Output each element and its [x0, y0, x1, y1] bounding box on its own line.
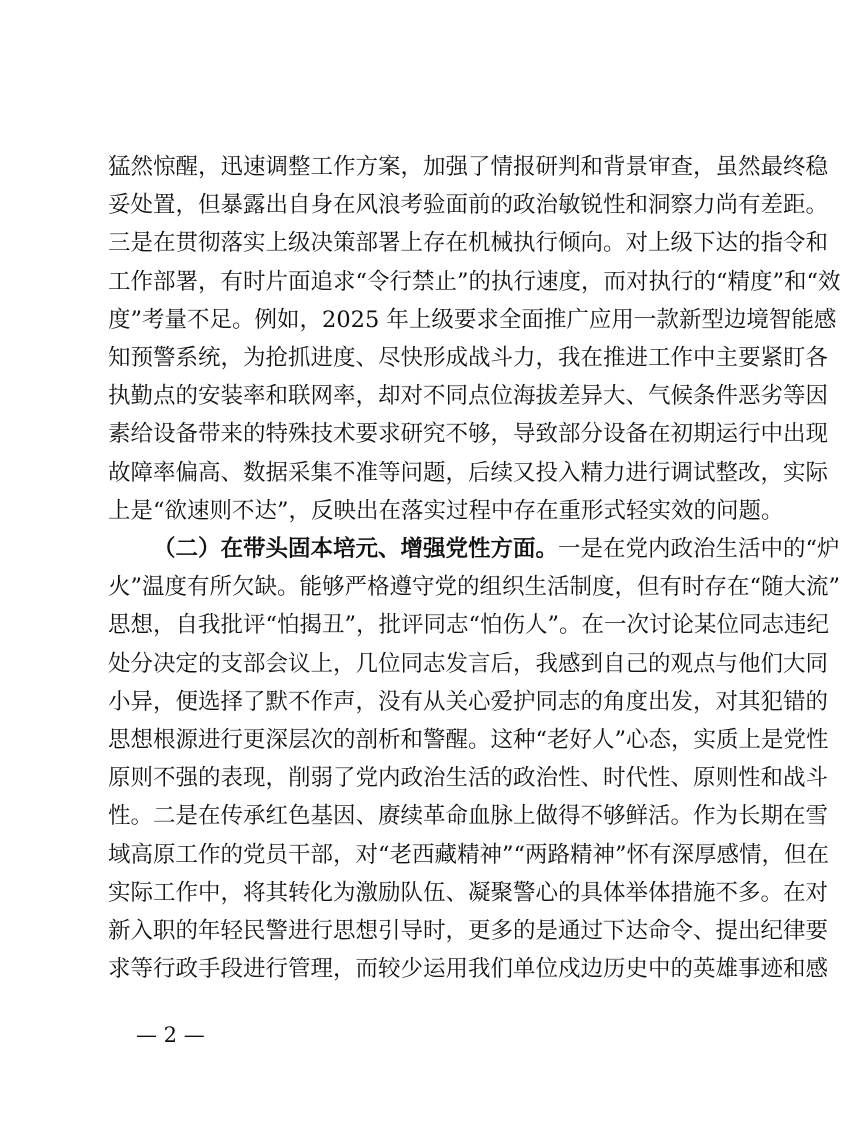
section-heading-rest: 一是在党内政治生活中的“炉 [558, 536, 840, 562]
text-line: 性。二是在传承红色基因、赓续革命血脉上做得不够鲜活。作为长期在雪 [108, 803, 829, 830]
text-line: 小异，便选择了默不作声，没有从关心爱护同志的角度出发，对其犯错的 [108, 688, 829, 715]
text-line: 素给设备带来的特殊技术要求研究不够，导致部分设备在初期运行中出现 [108, 421, 829, 448]
text-line: 思想根源进行更深层次的剖析和警醒。这种“老好人”心态，实质上是党性 [108, 727, 829, 753]
text-line: 处分决定的支部会议上，几位同志发言后，我感到自己的观点与他们大同 [108, 650, 829, 677]
text-line: 实际工作中，将其转化为激励队伍、凝聚警心的具体举体措施不多。在对 [108, 879, 829, 906]
text-line: 妥处置，但暴露出自身在风浪考验面前的政治敏锐性和洞察力尚有差距。 [108, 192, 829, 219]
text-line: 火”温度有所欠缺。能够严格遵守党的组织生活制度，但有时存在“随大流” [108, 574, 841, 601]
text-line: 猛然惊醒，迅速调整工作方案，加强了情报研判和背景审查，虽然最终稳 [108, 154, 829, 180]
text-line: 工作部署，有时片面追求“令行禁止”的执行速度，而对执行的“精度”和“效 [108, 268, 841, 295]
text-line: 执勤点的安装率和联网率，却对不同点位海拔差异大、气候条件恶劣等因 [108, 383, 829, 410]
text-line: 上是“欲速则不达”，反映出在落实过程中存在重形式轻实效的问题。 [108, 497, 784, 524]
text-line: 域高原工作的党员干部，对“老西藏精神”“两路精神”怀有深厚感情，但在 [108, 841, 830, 868]
text-line: 三是在贯彻落实上级决策部署上存在机械执行倾向。对上级下达的指令和 [108, 230, 829, 257]
text-line: 故障率偏高、数据采集不准等问题，后续又投入精力进行调试整改，实际 [108, 459, 829, 486]
text-line: 思想，自我批评“怕揭丑”，批评同志“怕伤人”。在一次讨论某位同志违纪 [108, 612, 830, 639]
text-line: 度”考量不足。例如，2025 年上级要求全面推广应用一款新型边境智能感 [108, 306, 837, 333]
section-heading: （二）在带头固本培元、增强党性方面。 [153, 536, 559, 562]
text-line: 新入职的年轻民警进行思想引导时，更多的是通过下达命令、提出纪律要 [108, 918, 829, 944]
text-line: 求等行政手段进行管理，而较少运用我们单位戍边历史中的英雄事迹和感 [108, 956, 829, 983]
section-heading-line [153, 532, 840, 566]
page-number: — 2 — [136, 1023, 205, 1047]
text-line: 知预警系统，为抢抓进度、尽快形成战斗力，我在推进工作中主要紧盯各 [108, 345, 829, 371]
text-line: 原则不强的表现，削弱了党内政治生活的政治性、时代性、原则性和战斗 [108, 765, 829, 792]
